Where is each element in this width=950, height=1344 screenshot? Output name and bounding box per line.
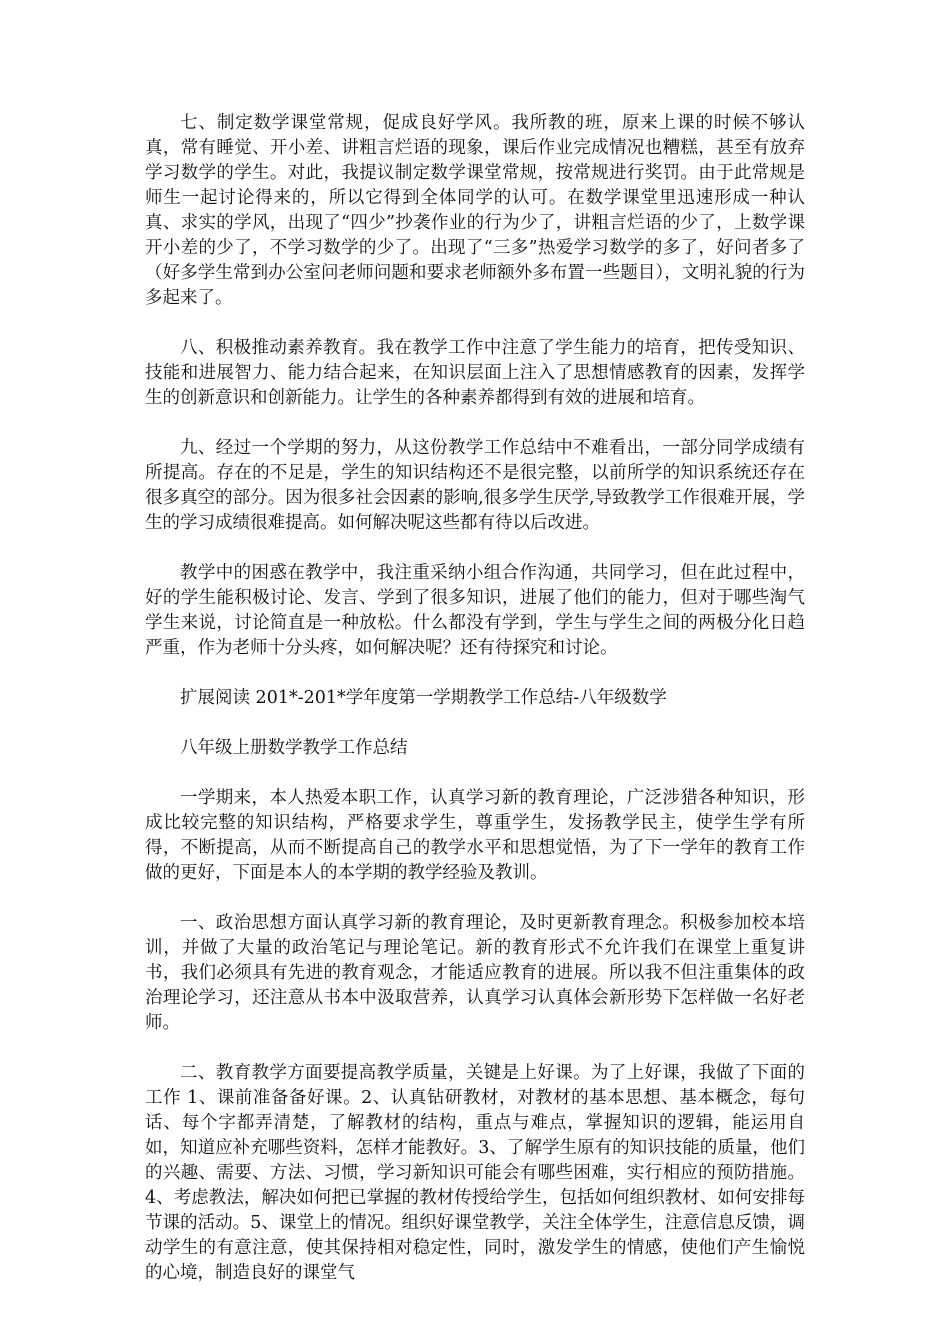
paragraph-seven: 七、制定数学课堂常规，促成良好学风。我所教的班，原来上课的时候不够认真，常有睡觉、开小差、讲粗言烂语的现象，课后作业完成情况也糟糕，甚至有放弃学习数学的学生。对此，我提议制定数学课堂常规，按常规进行奖罚。由于此常规是师生一起讨论得来的，所以它得到全体同学的认可。在数学课堂里迅速形成一种认真、求实的学风，出现了“四少”抄袭作业的行为少了，讲粗言烂语的少了，上数学课开小差的少了，不学习数学的少了。出现了“三多”热爱学习数学的多了，好问者多了（好多学生常到办公室问老师问题和要求老师额外多布置一些题目），文明礼貌的行为多起来了。: [145, 113, 805, 308]
summary-title: 八年级上册数学教学工作总结: [180, 738, 408, 758]
paragraph-confusion: 教学中的困惑在教学中，我注重采纳小组合作沟通，共同学习，但在此过程中，好的学生能积极讨论、发言、学到了很多知识，进展了他们的能力，但对于哪些淘气学生来说，讨论简直是一种放松。什么都没有学到，学生与学生之间的两极分化日趋严重，作为老师十分头疼，如何解决呢？还有待探究和讨论。: [145, 563, 805, 658]
document-body: [145, 111, 805, 1311]
paragraph-politics: 一、政治思想方面认真学习新的教育理论，及时更新教育理念。积极参加校本培训，并做了大量的政治笔记与理论笔记。新的教育形式不允许我们在课堂上重复讲书，我们必须具有先进的教育观念，才能适应教育的进展。所以我不但注重集体的政治理论学习，还注意从书本中汲取营养，认真学习认真体会新形势下怎样做一名好老师。: [145, 913, 805, 1033]
paragraph-eight: 八、积极推动素养教育。我在教学工作中注意了学生能力的培育，把传受知识、技能和进展智力、能力结合起来，在知识层面上注入了思想情感教育的因素，发挥学生的创新意识和创新能力。让学生的各种素养都得到有效的进展和培育。: [145, 338, 805, 408]
paragraph-teaching: 二、教育教学方面要提高教学质量，关键是上好课。为了上好课，我做了下面的工作 1、课前准备备好课。2、认真钻研教材，对教材的基本思想、基本概念，每句话、每个字都弄清楚，了解教材的结构，重点与难点，掌握知识的逻辑，能运用自如，知道应补充哪些资料，怎样才能教好。3、了解学生原有的知识技能的质量，他们的兴趣、需要、方法、习惯，学习新知识可能会有哪些困难，实行相应的预防措施。4、考虑教法，解决如何把已掌握的教材传授给学生，包括如何组织教材、如何安排每节课的活动。5、课堂上的情况。组织好课堂教学，关注全体学生，注意信息反馈，调动学生的有意注意，使其保持相对稳定性，同时，激发学生的情感，使他们产生愉悦的心境，制造良好的课堂气: [145, 1063, 805, 1283]
paragraph-intro: 一学期来，本人热爱本职工作，认真学习新的教育理论，广泛涉猎各种知识，形成比较完整的知识结构，严格要求学生，尊重学生，发扬教学民主，使学生学有所得，不断提高，从而不断提高自己的教学水平和思想觉悟，为了下一学年的教育工作做的更好，下面是本人的本学期的教学经验及教训。: [145, 788, 805, 883]
paragraph-nine: 九、经过一个学期的努力，从这份教学工作总结中不难看出，一部分同学成绩有所提高。存在的不足是，学生的知识结构还不是很完整，以前所学的知识系统还存在很多真空的部分。因为很多社会因素的影响,很多学生厌学,导致教学工作很难开展，学生的学习成绩很难提高。如何解决呢这些都有待以后改进。: [145, 438, 805, 533]
extended-reading-title: 扩展阅读 201*-201*学年度第一学期教学工作总结-八年级数学: [180, 688, 667, 708]
